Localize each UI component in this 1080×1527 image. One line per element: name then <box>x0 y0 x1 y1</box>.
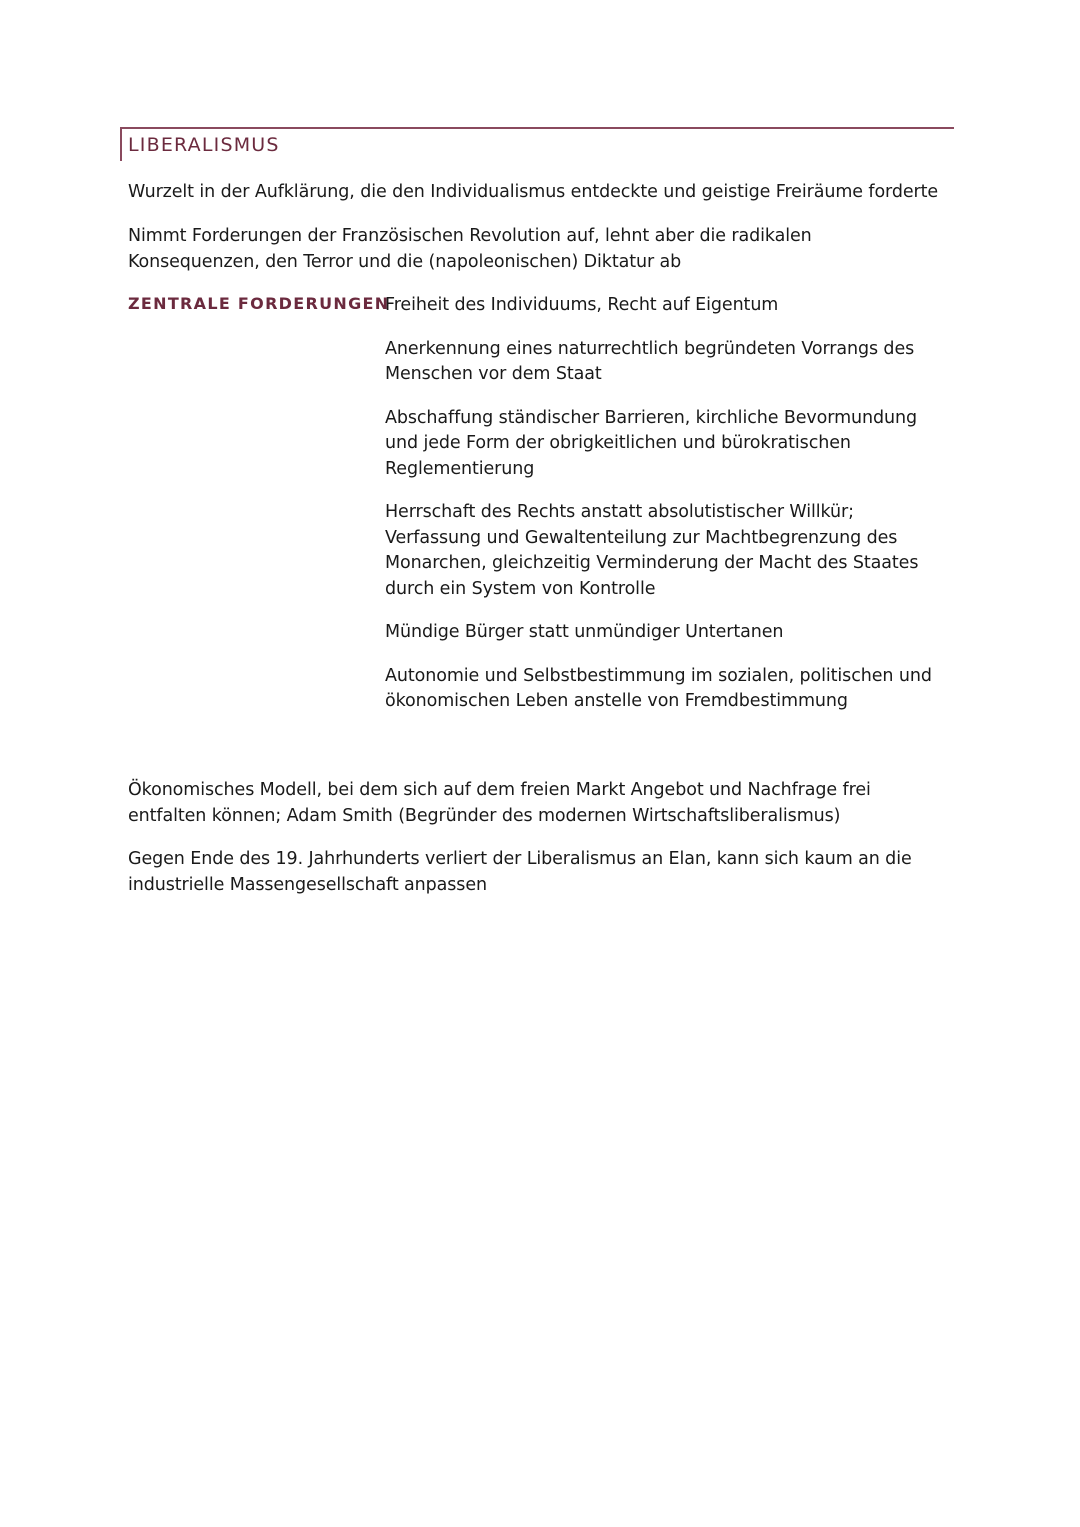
page-title: LIBERALISMUS <box>128 134 280 156</box>
intro-paragraph-2: Nimmt Forderungen der Französischen Revolution auf, lehnt aber die radikalen Konsequenzen, den Terror und die (napoleonischen) Diktatur ab <box>128 226 812 272</box>
closing-paragraph-2: Gegen Ende des 19. Jahrhunderts verliert der Liberalismus an Elan, kann sich kaum an die industrielle Massengesellschaft anpassen <box>128 849 912 895</box>
closing-paragraph-1: Ökonomisches Modell, bei dem sich auf dem freien Markt Angebot und Nachfrage frei entfalten können; Adam Smith (Begründer des modernen Wirtschaftsliberalismus) <box>128 780 871 826</box>
demand-item: Autonomie und Selbstbestimmung im sozialen, politischen und ökonomischen Leben anstelle von Fremdbestimmung <box>385 665 932 711</box>
demand-item: Mündige Bürger statt unmündiger Untertanen <box>385 622 784 642</box>
central-demands-list <box>385 293 950 733</box>
demand-item: Herrschaft des Rechts anstatt absolutistischer Willkür; Verfassung und Gewaltenteilung zur Machtbegrenzung des Monarchen, gleichzeitig Verminderung der Macht des Staates durch ein System von Kontrolle <box>385 502 919 599</box>
demand-item: Abschaffung ständischer Barrieren, kirchliche Bevormundung und jede Form der obrigkeitlichen und bürokratischen Reglementierung <box>385 407 918 479</box>
intro-paragraph-1: Wurzelt in der Aufklärung, die den Individualismus entdeckte und geistige Freiräume forderte <box>128 182 939 202</box>
demand-item: Anerkennung eines naturrechtlich begründeten Vorrangs des Menschen vor dem Staat <box>385 338 915 384</box>
central-demands-label: ZENTRALE FORDERUNGEN <box>128 294 390 313</box>
demand-item: Freiheit des Individuums, Recht auf Eigentum <box>385 295 779 315</box>
